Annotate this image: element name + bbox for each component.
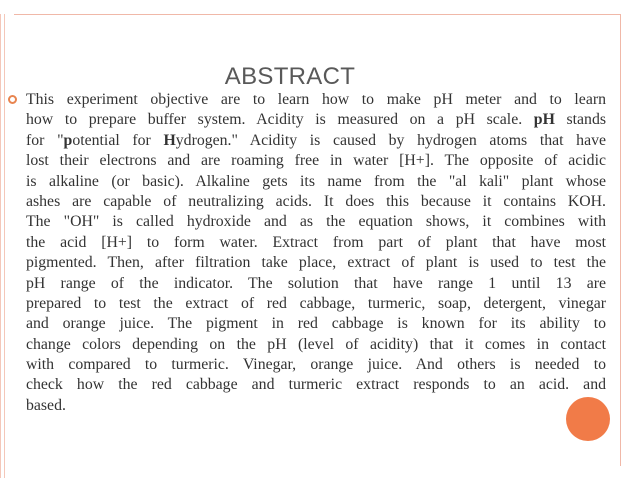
body-bold-text: p [63, 131, 73, 149]
body-line: prepared to test the extract of red cabbage, turmeric, soap, detergent, vinegar [26, 294, 606, 312]
body-text: ydrogen." Acidity is caused by hydrogen atoms that have [175, 131, 607, 149]
body-text: how to prepare buffer system. Acidity is measured on a pH scale. [26, 111, 534, 129]
body-line: is alkaline (or basic). Alkaline gets its name from the "al kali" plant whose [26, 172, 606, 190]
body-text: stands [554, 111, 607, 129]
abstract-body [26, 90, 606, 416]
body-line: with compared to turmeric. Vinegar, orange juice. And others is needed to [26, 356, 606, 374]
body-line: pigmented. Then, after filtration take place, extract of plant is used to test the [26, 254, 606, 272]
body-line: based. [26, 396, 66, 414]
body-line [26, 110, 606, 130]
slide-title: ABSTRACT [224, 63, 356, 90]
body-line: and orange juice. The pigment in red cabbage is known for its ability to [26, 315, 606, 333]
orange-circle-marker [566, 397, 610, 441]
frame-left-border [0, 14, 5, 478]
body-line: the acid [H+] to form water. Extract from part of plant that have most [26, 233, 606, 251]
frame-right-border [620, 14, 621, 466]
body-line: The "OH" is called hydroxide and as the equation shows, it combines with [26, 213, 606, 231]
body-line: change colors depending on the pH (level of acidity) that it comes in contact [26, 335, 606, 353]
body-line: ashes are capable of neutralizing acids. It does this because it contains KOH. [26, 192, 606, 210]
body-bold-text: H [163, 131, 176, 149]
body-text: otential for [72, 131, 164, 149]
bullet-circle-icon [8, 95, 17, 104]
body-bold-text: pH [533, 111, 555, 129]
body-line [26, 131, 606, 151]
body-line: pH range of the indicator. The solution that have range 1 until 13 are [26, 274, 606, 292]
body-line: lost their electrons and are roaming free in water [H+]. The opposite of acidic [26, 152, 606, 170]
body-line: This experiment objective are to learn how to make pH meter and to learn [26, 91, 606, 108]
body-text: for " [26, 131, 64, 149]
frame-top-border [14, 14, 620, 15]
body-line: check how the red cabbage and turmeric extract responds to an acid. and [26, 376, 606, 394]
